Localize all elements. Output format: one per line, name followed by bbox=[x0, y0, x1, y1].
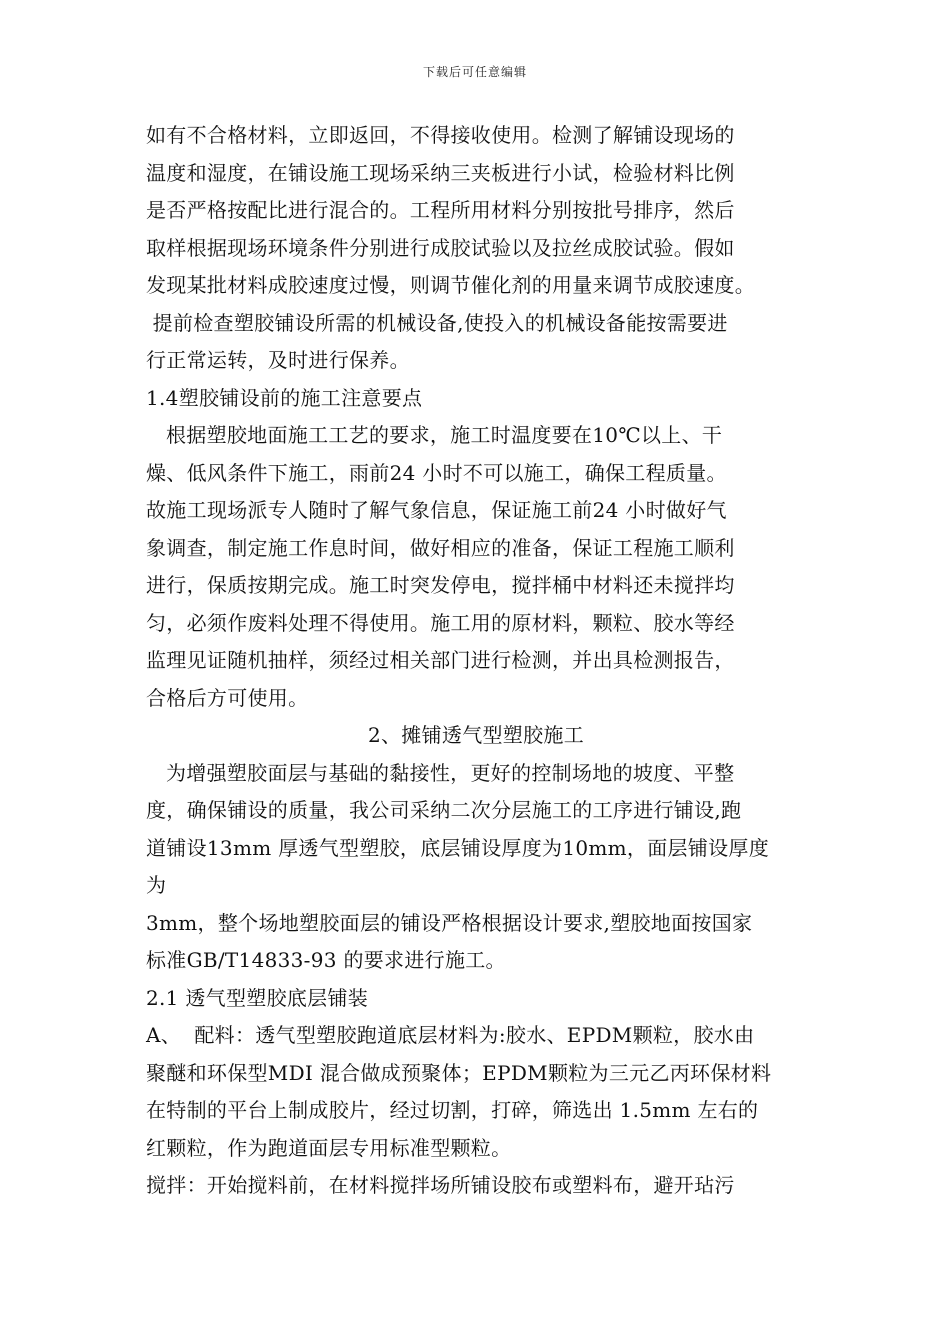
body-text bbox=[146, 117, 826, 1205]
page-header-note: 下载后可任意编辑 bbox=[422, 65, 527, 79]
text-line: 燥、低风条件下施工，雨前24 小时不可以施工，确保工程质量。 bbox=[146, 460, 727, 485]
text-line: 聚醚和环保型MDI 混合做成预聚体；EPDM颗粒为三元乙丙环保材料 bbox=[146, 1060, 772, 1085]
text-line: 发现某批材料成胶速度过慢，则调节催化剂的用量来调节成胶速度。 bbox=[146, 273, 755, 297]
text-line: 度，确保铺设的质量，我公司采纳二次分层施工的工序进行铺设,跑 bbox=[146, 798, 742, 822]
text-line: 提前检查塑胶铺设所需的机械设备,使投入的机械设备能按需要进 bbox=[146, 310, 728, 335]
text-line: A、 配料：透气型塑胶跑道底层材料为:胶水、EPDM颗粒，胶水由 bbox=[146, 1023, 755, 1047]
section-heading-2-1: 2.1 透气型塑胶底层铺装 bbox=[146, 985, 369, 1010]
text-line: 监理见证随机抽样，须经过相关部门进行检测，并出具检测报告， bbox=[146, 648, 735, 672]
text-line: 匀，必须作废料处理不得使用。施工用的原材料，颗粒、胶水等经 bbox=[146, 610, 735, 635]
text-line: 3mm，整个场地塑胶面层的铺设严格根据设计要求,塑胶地面按国家 bbox=[146, 910, 753, 935]
text-line: 合格后方可使用。 bbox=[146, 685, 309, 710]
text-line: 温度和湿度，在铺设施工现场采纳三夹板进行小试，检验材料比例 bbox=[146, 160, 735, 185]
text-line: 标准GB/T14833-93 的要求进行施工。 bbox=[146, 948, 506, 972]
text-line: 取样根据现场环境条件分别进行成胶试验以及拉丝成胶试验。假如 bbox=[146, 235, 735, 260]
text-line: 行正常运转，及时进行保养。 bbox=[146, 348, 410, 372]
text-line: 在特制的平台上制成胶片，经过切割，打碎，筛选出 1.5mm 左右的 bbox=[146, 1098, 759, 1122]
text-line: 为增强塑胶面层与基础的黏接性，更好的控制场地的坡度、平整 bbox=[146, 760, 735, 785]
section-heading-1-4: 1.4塑胶铺设前的施工注意要点 bbox=[146, 385, 423, 410]
text-line: 道铺设13mm 厚透气型塑胶，底层铺设厚度为10mm，面层铺设厚度 bbox=[146, 835, 770, 860]
text-line: 是否严格按配比进行混合的。工程所用材料分别按批号排序，然后 bbox=[146, 198, 735, 222]
text-line: 搅拌：开始搅料前，在材料搅拌场所铺设胶布或塑料布，避开玷污 bbox=[146, 1173, 735, 1197]
text-line: 为 bbox=[146, 873, 167, 897]
text-line: 故施工现场派专人随时了解气象信息，保证施工前24 小时做好气 bbox=[146, 498, 727, 522]
text-line: 进行，保质按期完成。施工时突发停电，搅拌桶中材料还未搅拌均 bbox=[146, 573, 735, 597]
text-line: 根据塑胶地面施工工艺的要求，施工时温度要在10℃以上、干 bbox=[146, 423, 723, 447]
text-line: 象调查，制定施工作息时间，做好相应的准备，保证工程施工顺利 bbox=[146, 535, 735, 560]
text-line: 如有不合格材料，立即返回，不得接收使用。检测了解铺设现场的 bbox=[146, 123, 735, 147]
section-heading-2: 2、摊铺透气型塑胶施工 bbox=[367, 723, 585, 747]
text-line: 红颗粒，作为跑道面层专用标准型颗粒。 bbox=[146, 1135, 512, 1160]
